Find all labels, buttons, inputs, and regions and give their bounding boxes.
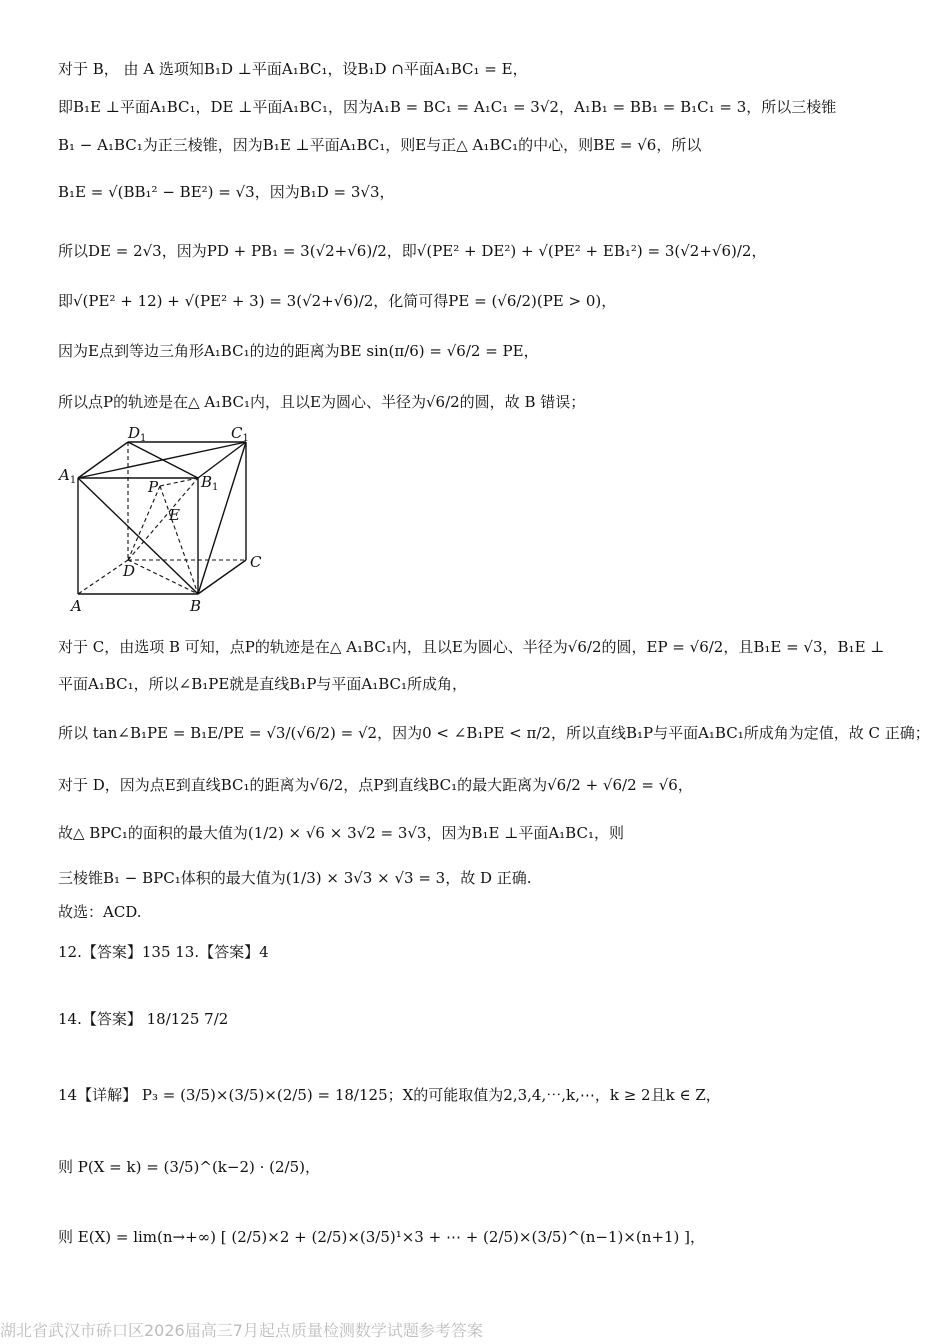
label-b1: $B_1$	[201, 473, 219, 493]
text-line: 对于 D，因为点E到直线BC₁的距离为√6/2，点P到直线BC₁的最大距离为√6/2 + √6/2 = √6，	[58, 776, 693, 794]
label-c: C	[250, 553, 262, 571]
label-a1: $A_1$	[59, 466, 77, 486]
text-line: 对于 C，由选项 B 可知，点P的轨迹是在△ A₁BC₁内，且以E为圆心、半径为√6/2的圆，EP = √6/2，且B₁E = √3，B₁E ⊥	[58, 638, 885, 656]
text-line: 14【详解】 P₃ = (3/5)×(3/5)×(2/5) = 18/125；X的可能取值为2,3,4,⋯,k,⋯，k ≥ 2且k ∈ Z，	[58, 1086, 721, 1104]
text-line: 即√(PE² + 12) + √(PE² + 3) = 3(√2+√6)/2，化简可得PE = (√6/2)(PE > 0)，	[58, 292, 617, 310]
cube-figure	[56, 420, 276, 620]
text-line: 则 P(X = k) = (3/5)^(k−2) · (2/5)，	[58, 1158, 321, 1176]
text-line: 故选：ACD.	[58, 903, 142, 921]
label-a: A	[71, 597, 82, 615]
label-b: B	[190, 597, 202, 615]
text-line: B₁E = √(BB₁² − BE²) = √3，因为B₁D = 3√3，	[58, 183, 395, 201]
text-line: 平面A₁BC₁，所以∠B₁PE就是直线B₁P与平面A₁BC₁所成角，	[58, 675, 468, 693]
text-line: B₁ − A₁BC₁为正三棱锥，因为B₁E ⊥平面A₁BC₁，则E与正△ A₁BC₁的中心，则BE = √6，所以	[58, 136, 702, 154]
text-line: 则 E(X) = lim(n→+∞) [ (2/5)×2 + (2/5)×(3/5)¹×3 + ⋯ + (2/5)×(3/5)^(n−1)×(n+1) ]，	[58, 1228, 706, 1246]
label-p: P	[148, 478, 159, 496]
label-d1: $D_1$	[128, 424, 147, 444]
page-footer: 湖北省武汉市硚口区2026届高三7月起点质量检测数学试题参考答案	[0, 1321, 483, 1340]
text-line: 因为E点到等边三角形A₁BC₁的边的距离为BE sin(π/6) = √6/2 = PE，	[58, 342, 539, 360]
text-line: 所以 tan∠B₁PE = B₁E/PE = √3/(√6/2) = √2，因为0 < ∠B₁PE < π/2，所以直线B₁P与平面A₁BC₁所成角为定值，故 C 正确；	[58, 724, 930, 742]
label-c1: $C_1$	[231, 424, 249, 444]
text-line: 即B₁E ⊥平面A₁BC₁，DE ⊥平面A₁BC₁，因为A₁B = BC₁ = A₁C₁ = 3√2，A₁B₁ = BB₁ = B₁C₁ = 3，所以三棱锥	[58, 98, 837, 116]
text-line: 故△ BPC₁的面积的最大值为(1/2) × √6 × 3√2 = 3√3，因为B₁E ⊥平面A₁BC₁，则	[58, 824, 624, 842]
label-d: D	[123, 562, 136, 580]
text-line: 所以点P的轨迹是在△ A₁BC₁内，且以E为圆心、半径为√6/2的圆，故 B 错误；	[58, 393, 586, 411]
label-e: E	[169, 506, 180, 524]
answer-line: 12.【答案】135 13.【答案】4	[58, 943, 269, 961]
answer-line: 14.【答案】 18/125 7/2	[58, 1010, 229, 1028]
text-line: 所以DE = 2√3，因为PD + PB₁ = 3(√2+√6)/2，即√(PE² + DE²) + √(PE² + EB₁²) = 3(√2+√6)/2，	[58, 242, 767, 260]
text-line: 三棱锥B₁ − BPC₁体积的最大值为(1/3) × 3√3 × √3 = 3，故 D 正确.	[58, 869, 532, 887]
text-line: 对于 B， 由 A 选项知B₁D ⊥平面A₁BC₁，设B₁D ∩平面A₁BC₁ = E，	[58, 60, 528, 78]
